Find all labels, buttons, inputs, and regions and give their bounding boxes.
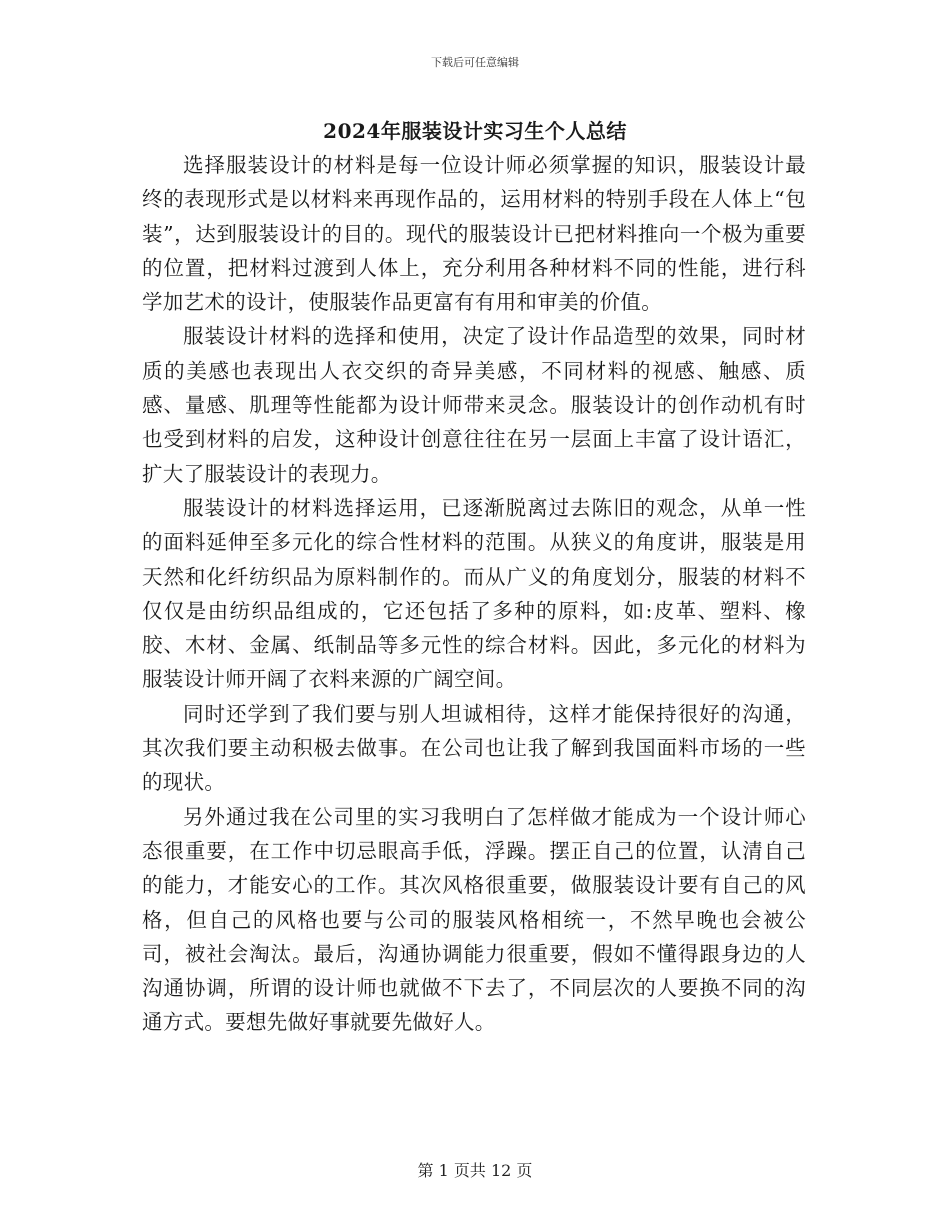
paragraph-3: 服装设计的材料选择运用，已逐渐脱离过去陈旧的观念，从单一性的面料延伸至多元化的综合性材料的范围。从狭义的角度讲，服装是用天然和化纤纺织品为原料制作的。而从广义的角度划分，服装的材料不仅仅是由纺织品组成的，它还包括了多种的原料，如:皮革、塑料、橡胶、木材、金属、纸制品等多元性的综合材料。因此，多元化的材料为服装设计师开阔了衣料来源的广阔空间。 — [142, 495, 806, 692]
document-title: 2024年服装设计实习生个人总结 — [323, 119, 627, 143]
header-note: 下载后可任意编辑 — [431, 56, 519, 69]
paragraph-1: 选择服装设计的材料是每一位设计师必须掌握的知识，服装设计最终的表现形式是以材料来再现作品的，运用材料的特别手段在人体上“包装”，达到服装设计的目的。现代的服装设计已把材料推向一个极为重要的位置，把材料过渡到人体上，充分利用各种材料不同的性能，进行科学加艺术的设计，使服装作品更富有有用和审美的价值。 — [142, 153, 806, 315]
page-number: 第 1 页共 12 页 — [417, 1161, 533, 1180]
paragraph-4: 同时还学到了我们要与别人坦诚相待，这样才能保持很好的沟通，其次我们要主动积极去做事。在公司也让我了解到我国面料市场的一些的现状。 — [142, 701, 806, 795]
paragraph-2: 服装设计材料的选择和使用，决定了设计作品造型的效果，同时材质的美感也表现出人衣交织的奇异美感，不同材料的视感、触感、质感、量感、肌理等性能都为设计师带来灵念。服装设计的创作动机有时也受到材料的启发，这种设计创意往往在另一层面上丰富了设计语汇，扩大了服装设计的表现力。 — [142, 324, 806, 486]
document-body — [142, 148, 806, 1040]
paragraph-5: 另外通过我在公司里的实习我明白了怎样做才能成为一个设计师心态很重要，在工作中切忌眼高手低，浮躁。摆正自己的位置，认清自己的能力，才能安心的工作。其次风格很重要，做服装设计要有自己的风格，但自己的风格也要与公司的服装风格相统一，不然早晚也会被公司，被社会淘汰。最后，沟通协调能力很重要，假如不懂得跟身边的人沟通协调，所谓的设计师也就做不下去了，不同层次的人要换不同的沟通方式。要想先做好事就要先做好人。 — [142, 804, 806, 1035]
